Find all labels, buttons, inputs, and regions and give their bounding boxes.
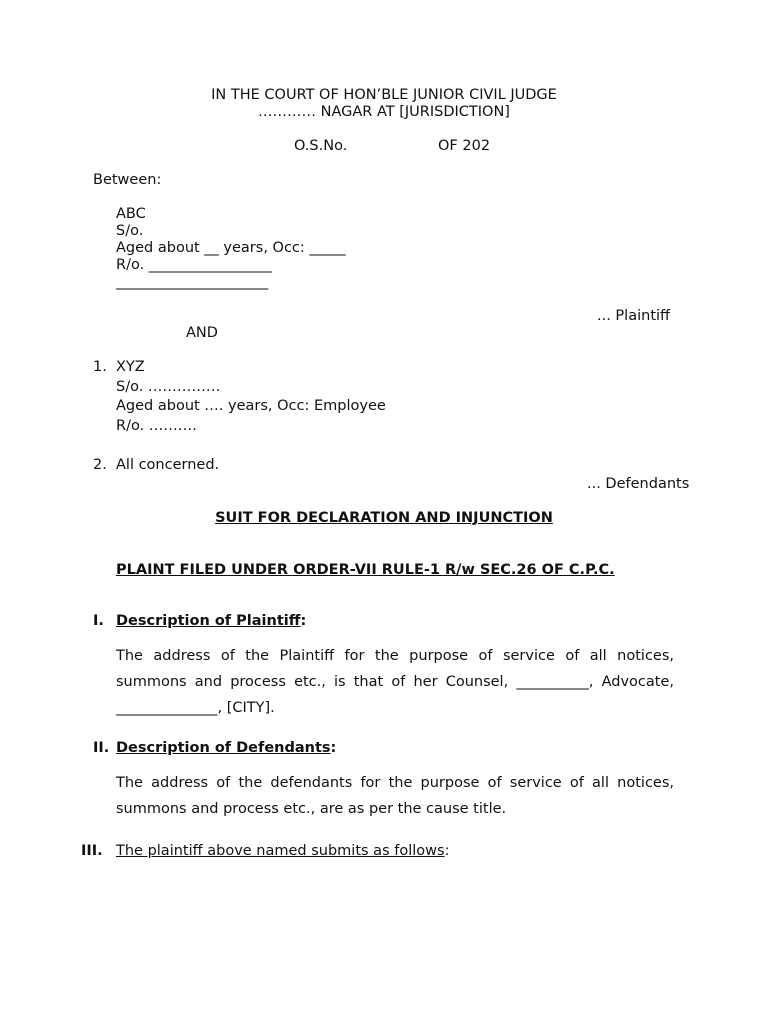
plaintiff-residence: R/o. _________________ (116, 257, 273, 273)
section-3-colon: : (444, 843, 450, 859)
plaintiff-name: ABC (116, 206, 146, 222)
court-heading: IN THE COURT OF HON’BLE JUNIOR CIVIL JUDGE (211, 87, 557, 103)
plaintiff-son-of: S/o. (116, 223, 144, 239)
section-3-heading-text: The plaintiff above named submits as follows (116, 843, 445, 859)
between-label: Between: (93, 172, 162, 188)
section-2-heading (116, 740, 336, 756)
section-2-body: The address of the defendants for the purpose of service of all notices, summons and process etc., are as per the cause title. (116, 775, 674, 817)
defendant-2-name: All concerned. (116, 457, 220, 473)
jurisdiction-line: ………… NAGAR AT [JURISDICTION] (258, 104, 510, 120)
defendant-1-residence: R/o. ………. (116, 418, 197, 434)
plaint-title: PLAINT FILED UNDER ORDER-VII RULE-1 R/w SEC.26 OF C.P.C. (116, 562, 615, 578)
defendants-role: ... Defendants (587, 476, 690, 492)
defendant-2-number: 2. (93, 457, 107, 473)
section-2-heading-text: Description of Defendants (116, 740, 331, 756)
section-1-numeral: I. (93, 613, 104, 629)
os-year-label: OF 202 (438, 138, 491, 154)
section-1-body: The address of the Plaintiff for the purpose of service of all notices, summons and process etc., is that of her Counsel, __________, Advocate, ______________, [CITY]. (116, 648, 674, 716)
section-2-colon: : (330, 740, 337, 756)
section-3-heading (116, 843, 449, 859)
defendant-1-number: 1. (93, 359, 107, 375)
defendant-1-son-of: S/o. …………… (116, 379, 221, 395)
section-1-colon: : (300, 613, 307, 629)
section-1-heading (116, 613, 306, 629)
defendant-1-age-occupation: Aged about …. years, Occ: Employee (116, 398, 386, 414)
os-number-label: O.S.No. (294, 138, 348, 154)
and-separator: AND (186, 325, 218, 341)
defendant-1-name: XYZ (116, 359, 145, 375)
plaintiff-role: ... Plaintiff (597, 308, 671, 324)
plaintiff-age-occupation: Aged about __ years, Occ: _____ (116, 240, 346, 256)
section-2-numeral: II. (93, 740, 110, 756)
suit-title: SUIT FOR DECLARATION AND INJUNCTION (215, 510, 553, 526)
section-1-heading-text: Description of Plaintiff (116, 613, 301, 629)
section-3-numeral: III. (81, 843, 103, 859)
plaintiff-residence-line2: _____________________ (116, 274, 269, 290)
